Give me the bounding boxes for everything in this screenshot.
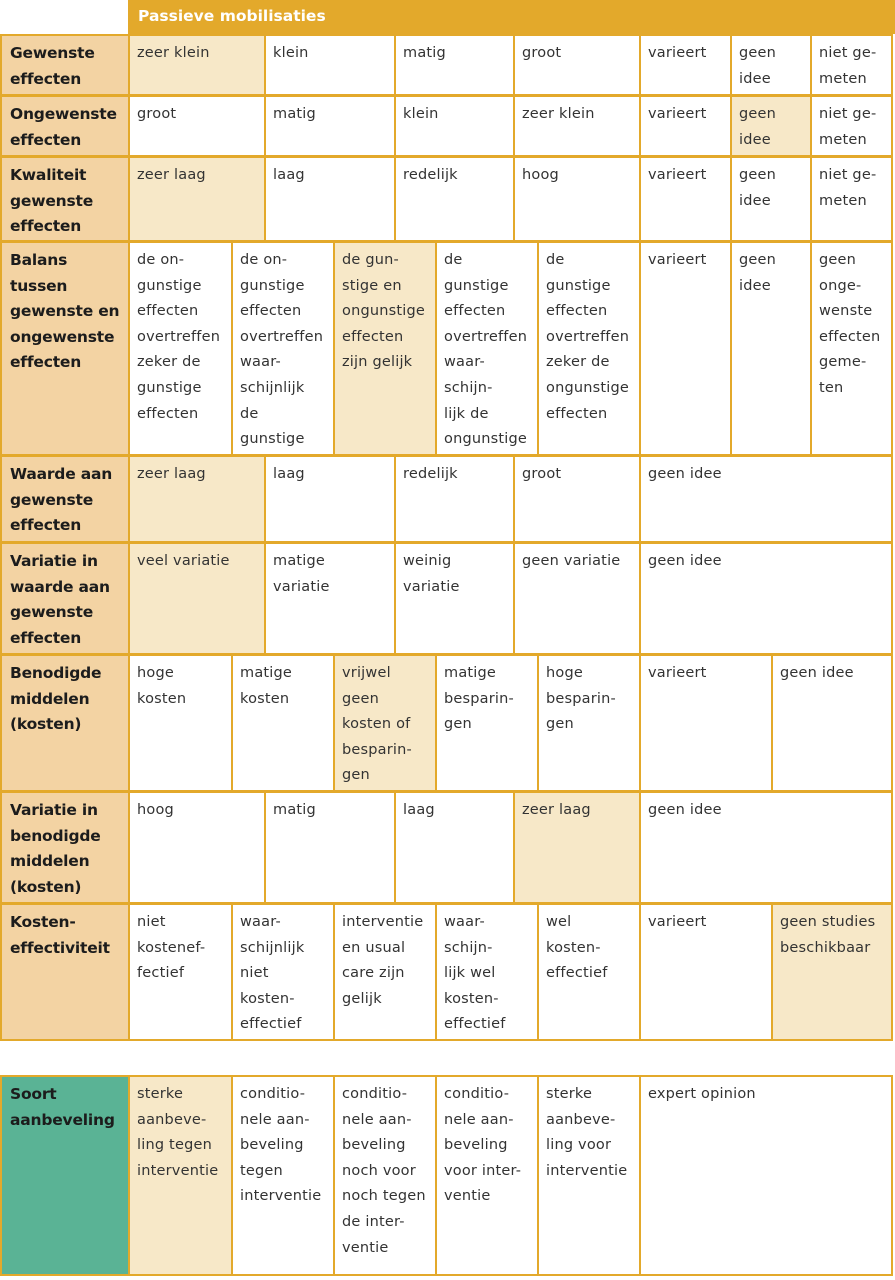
- table-cell: geen variatie: [513, 542, 641, 655]
- row-label: Gewenste effecten: [0, 34, 130, 96]
- row-label: Kwaliteit gewenste effecten: [0, 156, 130, 242]
- table-cell: geen onge- wenste effecten geme- ten: [810, 241, 893, 456]
- table-cell: varieert: [639, 241, 732, 456]
- table-cell: zeer laag: [128, 455, 266, 543]
- row-label: Variatie in waarde aan gewenste effecten: [0, 542, 130, 655]
- table-cell: geen idee: [639, 542, 893, 655]
- table-cell: waar- schijnlijk niet kosten- effectief: [231, 903, 335, 1041]
- table-cell: laag: [264, 156, 396, 242]
- table-cell: weinig variatie: [394, 542, 515, 655]
- table-cell: zeer laag: [513, 791, 641, 904]
- table-cell: de gun- stige en ongunstige effecten zijn gelijk: [333, 241, 437, 456]
- table-cell: matig: [394, 34, 515, 96]
- recommendation-cell: sterke aanbeve- ling tegen interventie: [128, 1075, 233, 1276]
- row-label: Variatie in benodigde middelen (kosten): [0, 791, 130, 904]
- table-cell: de gunstige effecten overtreffen waar- schijn- lijk de ongunstige: [435, 241, 539, 456]
- recommendation-cell: conditio- nele aan- beveling voor inter- ventie: [435, 1075, 539, 1276]
- table-cell: zeer laag: [128, 156, 266, 242]
- table-cell: wel kosten- effectief: [537, 903, 641, 1041]
- row-label: Balans tussen gewenste en ongewenste effecten: [0, 241, 130, 456]
- table-cell: niet kostenef- fectief: [128, 903, 233, 1041]
- row-label: Benodigde middelen (kosten): [0, 654, 130, 792]
- table-cell: niet ge- meten: [810, 156, 893, 242]
- row-label: Waarde aan gewenste effecten: [0, 455, 130, 543]
- table-cell: groot: [513, 34, 641, 96]
- table-cell: matige besparin- gen: [435, 654, 539, 792]
- table-cell: interventie en usual care zijn gelijk: [333, 903, 437, 1041]
- table-cell: hoog: [128, 791, 266, 904]
- table-cell: vrijwel geen kosten of besparin- gen: [333, 654, 437, 792]
- table-cell: veel variatie: [128, 542, 266, 655]
- row-label: Kosten- effectiviteit: [0, 903, 130, 1041]
- table-cell: zeer klein: [128, 34, 266, 96]
- table-cell: hoog: [513, 156, 641, 242]
- recommendation-cell: sterke aanbeve- ling voor interventie: [537, 1075, 641, 1276]
- table-cell: zeer klein: [513, 95, 641, 157]
- table-cell: de gunstige effecten overtreffen zeker de ongunstige effecten: [537, 241, 641, 456]
- table-cell: niet ge- meten: [810, 95, 893, 157]
- recommendation-cell: expert opinion: [639, 1075, 893, 1276]
- table-cell: geen idee: [639, 791, 893, 904]
- table-cell: redelijk: [394, 156, 515, 242]
- table-cell: klein: [394, 95, 515, 157]
- table-cell: geen idee: [730, 156, 812, 242]
- table-cell: geen idee: [730, 95, 812, 157]
- table-cell: varieert: [639, 95, 732, 157]
- table-cell: matig: [264, 95, 396, 157]
- table-cell: varieert: [639, 654, 773, 792]
- table-cell: varieert: [639, 903, 773, 1041]
- table-cell: geen idee: [730, 241, 812, 456]
- table-cell: laag: [394, 791, 515, 904]
- table-cell: groot: [513, 455, 641, 543]
- row-label: Ongewenste effecten: [0, 95, 130, 157]
- table-cell: hoge kosten: [128, 654, 233, 792]
- table-cell: laag: [264, 455, 396, 543]
- table-cell: de on- gunstige effecten overtreffen zeker de gunstige effecten: [128, 241, 233, 456]
- table-cell: klein: [264, 34, 396, 96]
- table-cell: matige kosten: [231, 654, 335, 792]
- table-cell: geen studies beschikbaar: [771, 903, 893, 1041]
- table-title: Passieve mobilisaties: [128, 0, 895, 34]
- table-cell: groot: [128, 95, 266, 157]
- table-cell: matige variatie: [264, 542, 396, 655]
- table-cell: varieert: [639, 156, 732, 242]
- table-cell: redelijk: [394, 455, 515, 543]
- recommendation-cell: conditio- nele aan- beveling noch voor noch tegen de inter- ventie: [333, 1075, 437, 1276]
- recommendation-cell: conditio- nele aan- beveling tegen interventie: [231, 1075, 335, 1276]
- table-cell: geen idee: [730, 34, 812, 96]
- table-cell: geen idee: [639, 455, 893, 543]
- table-cell: matig: [264, 791, 396, 904]
- table-cell: varieert: [639, 34, 732, 96]
- table-cell: waar- schijn- lijk wel kosten- effectief: [435, 903, 539, 1041]
- table-cell: geen idee: [771, 654, 893, 792]
- table-cell: de on- gunstige effecten overtreffen waar- schijnlijk de gunstige: [231, 241, 335, 456]
- recommendation-label: Soort aanbeveling: [0, 1075, 130, 1276]
- table-cell: niet ge- meten: [810, 34, 893, 96]
- table-cell: hoge besparin- gen: [537, 654, 641, 792]
